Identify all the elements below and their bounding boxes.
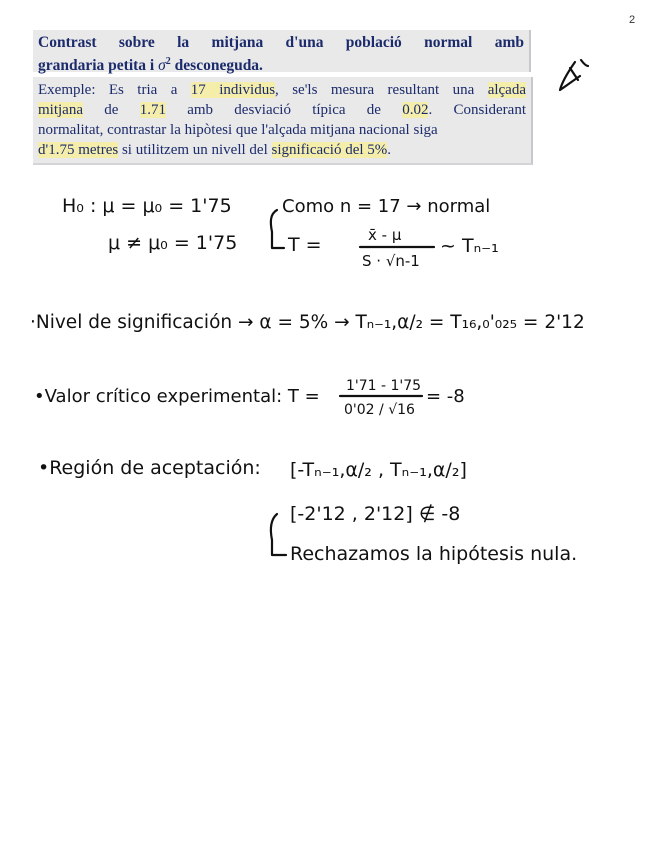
como-line: Como n = 17 → normal [282, 196, 491, 217]
conclusion: Rechazamos la hipótesis nula. [290, 543, 578, 565]
example-line-2: mitjana de 1.71 amb desviació típica de 0.02. Considerant [38, 102, 526, 118]
t-statistic-label: T = [288, 234, 322, 256]
hypothesis-h0: H₀ : μ = μ₀ = 1'75 [62, 195, 232, 217]
example-line-4: d'1.75 metres si utilitzem un nivell del significació del 5%. [38, 142, 392, 158]
title-line-1: Contrast sobre la mitjana d'una població normal amb [38, 34, 524, 51]
t-denominator: S · √n-1 [362, 252, 420, 270]
title-line-2: grandaria petita i $\sigma^2$ desconeguda. [38, 56, 263, 75]
example-line-3: normalitat, contrastar la hipòtesi que l'alçada mitjana nacional siga [38, 122, 438, 138]
numeric-interval: [-2'12 , 2'12] ∉ -8 [290, 503, 461, 525]
t-numerator: x̄ - μ [368, 226, 402, 244]
critical-value-result: = -8 [426, 386, 465, 407]
significance-level-line: ·Nivel de significación → α = 5% → Tₙ₋₁,α/₂ = T₁₆,₀'₀₂₅ = 2'12 [30, 312, 585, 333]
critical-value-label: •Valor crítico experimental: T = [34, 386, 320, 407]
pen-doodle-icon [560, 60, 588, 90]
critical-value-numerator: 1'71 - 1'75 [346, 378, 422, 394]
acceptance-region-interval: [-Tₙ₋₁,α/₂ , Tₙ₋₁,α/₂] [290, 459, 467, 481]
acceptance-region-label: •Región de aceptación: [38, 457, 261, 479]
example-line-1: Exemple: Es tria a 17 individus, se'ls mesura resultant una alçada [38, 82, 526, 98]
page-number: 2 [629, 14, 636, 26]
critical-value-denominator: 0'02 / √16 [344, 402, 415, 418]
t-distribution: ~ Tₙ₋₁ [440, 235, 499, 257]
hypothesis-h1: μ ≠ μ₀ = 1'75 [108, 232, 238, 254]
